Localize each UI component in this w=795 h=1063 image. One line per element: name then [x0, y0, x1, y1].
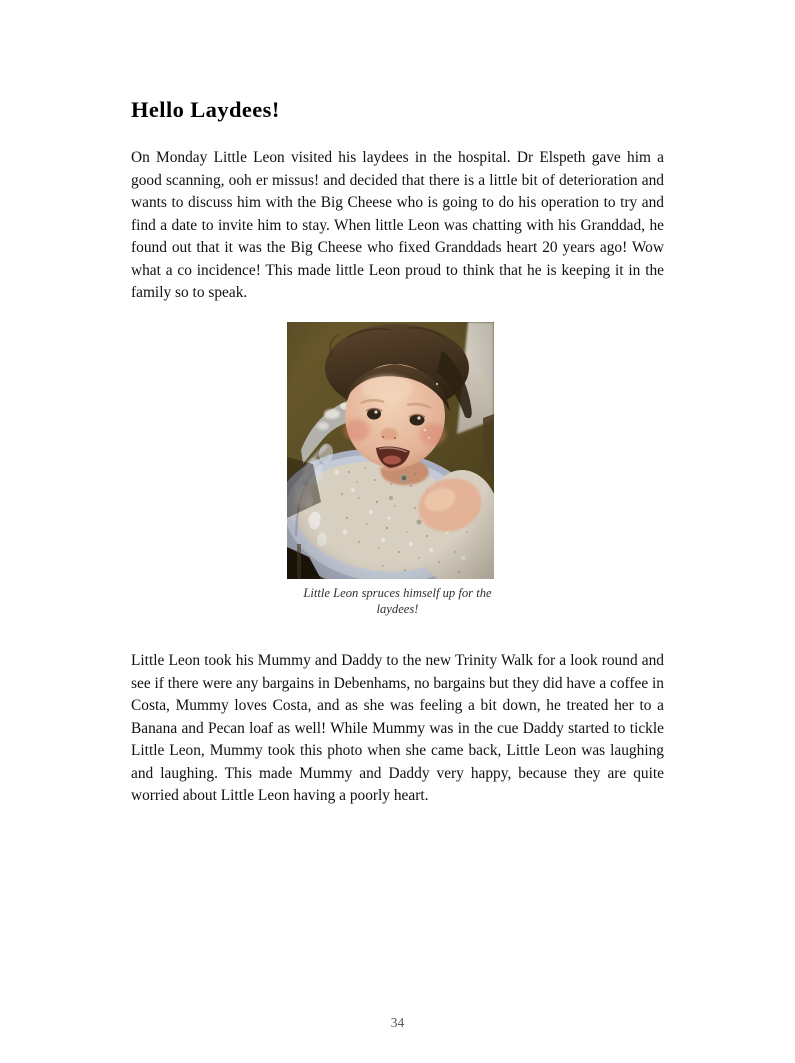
photo-caption — [131, 586, 664, 617]
paragraph-hospital-visit: On Monday Little Leon visited his laydees in the hospital. Dr Elspeth gave him a good scanning, ooh er missus! and decided that there is a little bit of deterioration and wants to discuss him with the Big Cheese who is going to do his operation to try and find a date to invite him to stay. When little Leon was chatting with his Granddad, he found out that it was the Big Cheese who fixed Granddads heart 20 years ago! Wow what a co incidence! This made little Leon proud to think that he is keeping it in the family so to speak. — [131, 149, 664, 301]
paragraph-trinity-walk: Little Leon took his Mummy and Daddy to the new Trinity Walk for a look round and see if there were any bargains in Debenhams, no bargains but they did have a coffee in Costa, Mummy loves Costa, and as she was feeling a bit down, he treated her to a Banana and Pecan loaf as well! While Mummy was in the cue Daddy started to tickle Little Leon, Mummy took this photo when she came back, Little Leon was laughing and laughing. This made Mummy and Daddy very happy, because they are quite worried about Little Leon having a poorly heart. — [131, 652, 664, 804]
baby-bath-photo — [287, 322, 494, 579]
photo-figure — [287, 322, 494, 579]
photo-vignette — [287, 322, 494, 579]
photo-caption-text: Little Leon spruces himself up for the laydees! — [303, 586, 492, 616]
page-number: 34 — [390, 1015, 405, 1030]
page-title: Hello Laydees! — [131, 97, 280, 122]
